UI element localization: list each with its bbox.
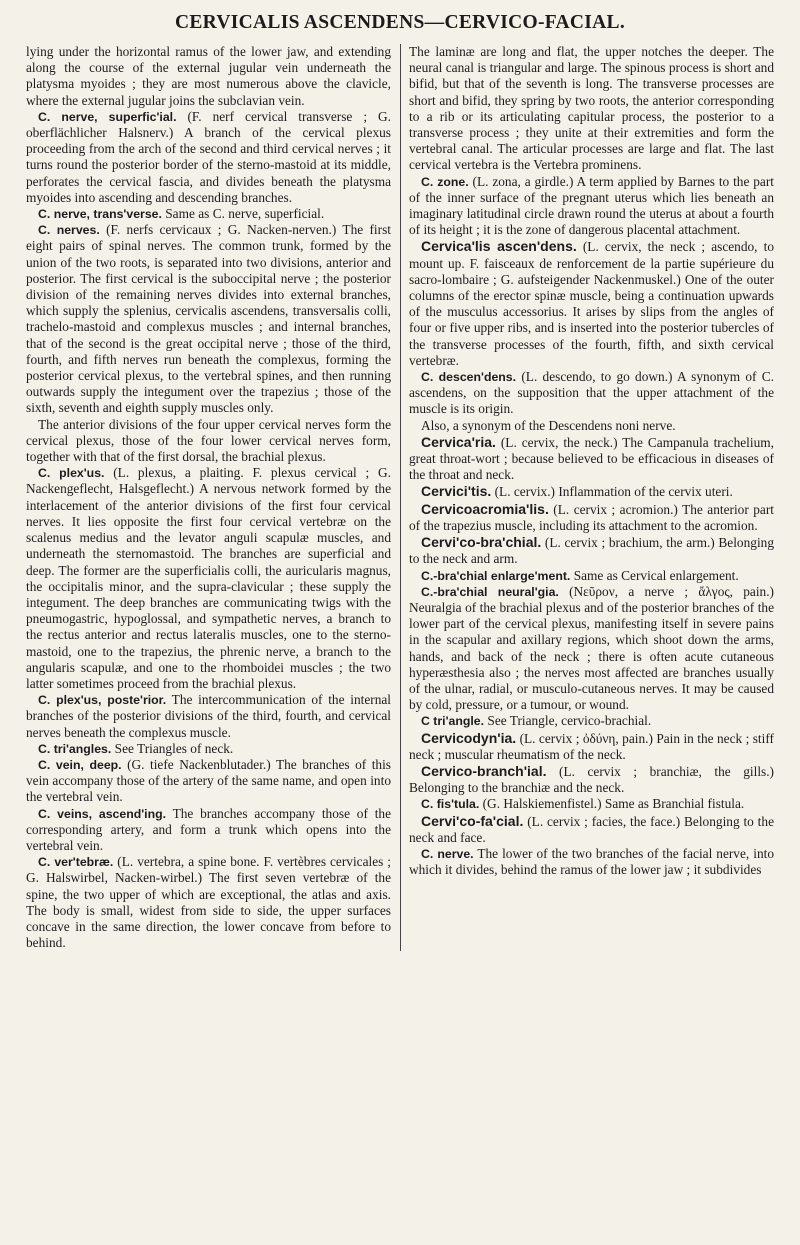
dictionary-entry bbox=[26, 692, 391, 741]
dictionary-entry bbox=[409, 713, 774, 729]
dictionary-entry bbox=[409, 763, 774, 796]
entry-text: The laminæ are long and flat, the upper notches the deeper. The neural canal is triangular and large. The spinous process is short and bifid, but that of the seventh is long. The transverse processes are short and bifid, they spring by two roots, the anterior corresponding to a rib or its articulating capitular process, the posterior to a transverse process ; they unite at their extremities and form the vertebral canal. The articular processes are large and flat. The last cervical vertebra is the Vertebra prominens. bbox=[409, 44, 774, 173]
entry-text: Same as C. nerve, superficial. bbox=[161, 206, 325, 222]
running-head: CERVICALIS ASCENDENS—CERVICO-FACIAL. bbox=[174, 12, 626, 33]
dictionary-entry bbox=[409, 846, 774, 878]
dictionary-entry bbox=[409, 44, 774, 174]
entry-headword: C. nerve, superfic'ial. bbox=[38, 109, 177, 124]
dictionary-entry bbox=[26, 854, 391, 951]
dictionary-entry bbox=[26, 417, 391, 466]
entry-text: (L. descendo, to go down.) A synonym of C. ascendens, on the supposition that the upper attachment of the muscle is its origin. bbox=[409, 369, 774, 417]
entry-headword: C. nerve, trans'verse. bbox=[38, 207, 162, 222]
dictionary-entry bbox=[26, 206, 391, 222]
dictionary-entry bbox=[26, 741, 391, 757]
entry-text: (L. cervix ; branchiæ, the gills.) Belonging to the branchiæ and the neck. bbox=[409, 763, 774, 796]
dictionary-entry bbox=[409, 796, 774, 812]
entry-headword: C. nerve. bbox=[421, 846, 474, 861]
dictionary-entry bbox=[409, 483, 774, 500]
entry-headword: C. vein, deep. bbox=[38, 757, 122, 772]
columns bbox=[26, 44, 774, 951]
entry-text: (L. plexus, a plaiting. F. plexus cervical ; G. Nackengeflecht, Halsgeflecht.) A nervous network formed by the interlacement of the anterior divisions of the first four cervical nerves. It lies opposite the first four cervical vertebræ on the scalenus medius and the levator anguli scapulæ muscles, and underneath the sternomastoid. The branches are superficial and deep. The former are the superficialis colli, the auricularis magnus, the occipitalis minor, and the supra-clavicular ; these supply the integument. The deep branches are communicating twigs with the pneumogastric, hypoglossal, and sympathetic nerves, a branch to the rectus anterior and rectus lateralis muscles, one to the sterno-mastoid, one to the trapezius, the phrenic nerve, a branch to the angularis scapulæ, and one to the rhomboidei muscles ; the two latter sometimes proceed from the brachial plexus. bbox=[26, 465, 391, 691]
entry-text: (L. cervix.) Inflammation of the cervix uteri. bbox=[491, 484, 733, 500]
dictionary-entry bbox=[409, 238, 774, 369]
dictionary-entry bbox=[409, 434, 774, 484]
entry-headword: Cervica'lis ascen'dens. bbox=[421, 238, 577, 255]
entry-headword: C.-bra'chial neural'gia. bbox=[421, 584, 559, 599]
dictionary-entry bbox=[409, 813, 774, 846]
right-column bbox=[409, 44, 774, 951]
dictionary-entry bbox=[409, 730, 774, 763]
entry-text: (L. cervix ; ὀδύνη, pain.) Pain in the neck ; stiff neck ; muscular rheumatism of the neck. bbox=[409, 730, 774, 762]
entry-headword: C. plex'us. bbox=[38, 466, 105, 481]
entry-headword: C. zone. bbox=[421, 174, 469, 189]
dictionary-entry bbox=[26, 109, 391, 206]
entry-text: Also, a synonym of the Descendens noni nerve. bbox=[421, 417, 676, 433]
entry-headword: Cervica'ria. bbox=[421, 433, 496, 450]
dictionary-entry bbox=[409, 501, 774, 534]
entry-text: (L. cervix ; brachium, the arm.) Belonging to the neck and arm. bbox=[409, 535, 774, 567]
entry-headword: Cervico-branch'ial. bbox=[421, 762, 547, 779]
entry-headword: C. ver'tebræ. bbox=[38, 855, 114, 870]
entry-headword: Cervicodyn'ia. bbox=[421, 729, 517, 746]
entry-headword: Cervicoacromia'lis. bbox=[421, 500, 549, 517]
entry-text: (G. Halskiemenfistel.) Same as Branchial fistula. bbox=[479, 796, 745, 812]
entry-headword: C. fis'tula. bbox=[421, 797, 480, 812]
dictionary-entry bbox=[26, 222, 391, 416]
dictionary-entry bbox=[409, 174, 774, 239]
entry-text: (L. zona, a girdle.) A term applied by Barnes to the part of the inner surface of the pregnant uterus which lies beneath an imaginary latitudinal circle drawn round the uterus at about a fourth of its height ; it is the zone of dangerous placental attachment. bbox=[409, 173, 775, 238]
left-column bbox=[26, 44, 391, 951]
entry-headword: C. nerves. bbox=[38, 223, 100, 238]
entry-headword: C. veins, ascend'ing. bbox=[38, 806, 167, 821]
entry-text: (G. tiefe Nackenblutader.) The branches of this vein accompany those of the artery of the same name, and open into the vertebral vein. bbox=[26, 756, 391, 805]
entry-text: (L. cervix, the neck ; ascendo, to mount up. F. faisceaux de renforcement de la partie supérieure du sacro-lombaire ; G. aufsteigender Nackenmuskel.) One of the outer columns of the erector spinæ muscle, being a continuation upwards of the musculus accessorius. It arises by slips from the angles of four or five upper ribs, and is inserted into the posterior tubercles of the transverse processes of the fourth, fifth, and sixth cervical vertebræ. bbox=[409, 239, 774, 368]
entry-headword: C. plex'us, poste'rior. bbox=[38, 693, 167, 708]
dictionary-entry bbox=[409, 418, 774, 434]
entry-text: See Triangles of neck. bbox=[111, 740, 234, 756]
entry-headword: C.-bra'chial enlarge'ment. bbox=[421, 568, 571, 583]
dictionary-entry bbox=[409, 584, 774, 714]
dictionary-entry bbox=[26, 44, 391, 109]
dictionary-entry bbox=[409, 534, 774, 567]
entry-text: (L. vertebra, a spine bone. F. vertèbres cervicales ; G. Halswirbel, Nacken-wirbel.) The first seven vertebræ of the spine, the two upper of which are exceptional, the atlas and axis. The body is small, widest from side to side, the upper surfaces concave in the same direction, the lower concave from before to behind. bbox=[26, 854, 391, 951]
dictionary-entry bbox=[26, 806, 391, 855]
entry-text: The intercommunication of the internal branches of the posterior divisions of the third, fourth, and cervical nerves beneath the complexus muscle. bbox=[26, 692, 391, 740]
entry-headword: C. tri'angles. bbox=[38, 741, 112, 756]
entry-text: The anterior divisions of the four upper cervical nerves form the cervical plexus, those of the four lower cervical nerves form, together with that of the first dorsal, the brachial plexus. bbox=[26, 416, 391, 465]
column-divider bbox=[400, 44, 401, 951]
entry-text: See Triangle, cervico-brachial. bbox=[484, 713, 652, 729]
dictionary-entry bbox=[409, 568, 774, 584]
entry-text: The branches accompany those of the corresponding artery, and form a trunk which opens into the vertebral vein. bbox=[26, 805, 391, 853]
dictionary-entry bbox=[26, 465, 391, 692]
entry-headword: C. descen'dens. bbox=[421, 370, 517, 385]
entry-text: (L. cervix ; acromion.) The anterior part of the trapezius muscle, including its attachment to the acromion. bbox=[409, 501, 774, 533]
entry-text: lying under the horizontal ramus of the lower jaw, and extending along the course of the external jugular vein underneath the platysma myoides ; they are most numerous above the clavicle, where the external jugular joins the subclavian vein. bbox=[26, 44, 391, 108]
entry-text: (L. cervix, the neck.) The Campanula trachelium, great throat-wort ; because believed to be efficacious in diseases of the throat and neck. bbox=[409, 434, 774, 483]
entry-headword: Cervi'co-fa'cial. bbox=[421, 812, 524, 829]
entry-headword: Cervi'co-bra'chial. bbox=[421, 534, 542, 551]
entry-text: (F. nerfs cervicaux ; G. Nacken-nerven.) The first eight pairs of spinal nerves. The common trunk, formed by the union of the two roots, is separated into two divisions, anterior and posterior. The first cervical is the suboccipital nerve ; the posterior division of the remaining nerves divides into external branches, which supply the splenius, cervicalis ascendens, transversalis colli, trachelo-mastoid and complexus muscles ; and internal branches, that of the second is the great occipital nerve ; those of the third, fourth, and fifth nerves run beneath the complexus, forming the posterior cervical plexus, to the vertebral spines, and then running outwards supply the integument over the trapezius ; those of the sixth, seventh and eighth supply muscles only. bbox=[26, 222, 391, 416]
entry-text: Same as Cervical enlargement. bbox=[570, 567, 739, 583]
dictionary-entry bbox=[409, 369, 774, 418]
entry-text: (F. nerf cervical transverse ; G. oberflächlicher Halsnerv.) A branch of the cervical plexus proceeding from the arch of the second and third cervical nerves ; it turns round the posterior border of the sterno-mastoid at its middle, perforates the cervical fascia, and divides beneath the platysma myoides into ascending and descending branches. bbox=[26, 108, 391, 205]
dictionary-entry bbox=[26, 757, 391, 806]
entry-headword: C tri'angle. bbox=[421, 714, 485, 729]
entry-text: The lower of the two branches of the facial nerve, into which it divides, behind the ramus of the lower jaw ; it subdivides bbox=[409, 845, 774, 878]
entry-text: (Νεῦρον, a nerve ; ἄλγος, pain.) Neuralgia of the brachial plexus and of the posterior branches of the lower part of the cervical plexus, manifesting itself in severe pains in the scapular and axillary regions, which shoot down the arms, hands, and back of the neck ; there is often acute cutaneous hyperæsthesia also ; the nerves most affected are branches usually of the ulnar, radial, or musculo-cutaneous nerves. It may be caused by cold, pressure, or a tumour, or wound. bbox=[409, 583, 775, 713]
entry-text: (L. cervix ; facies, the face.) Belonging to the neck and face. bbox=[409, 813, 774, 845]
entry-headword: Cervici'tis. bbox=[421, 483, 492, 500]
